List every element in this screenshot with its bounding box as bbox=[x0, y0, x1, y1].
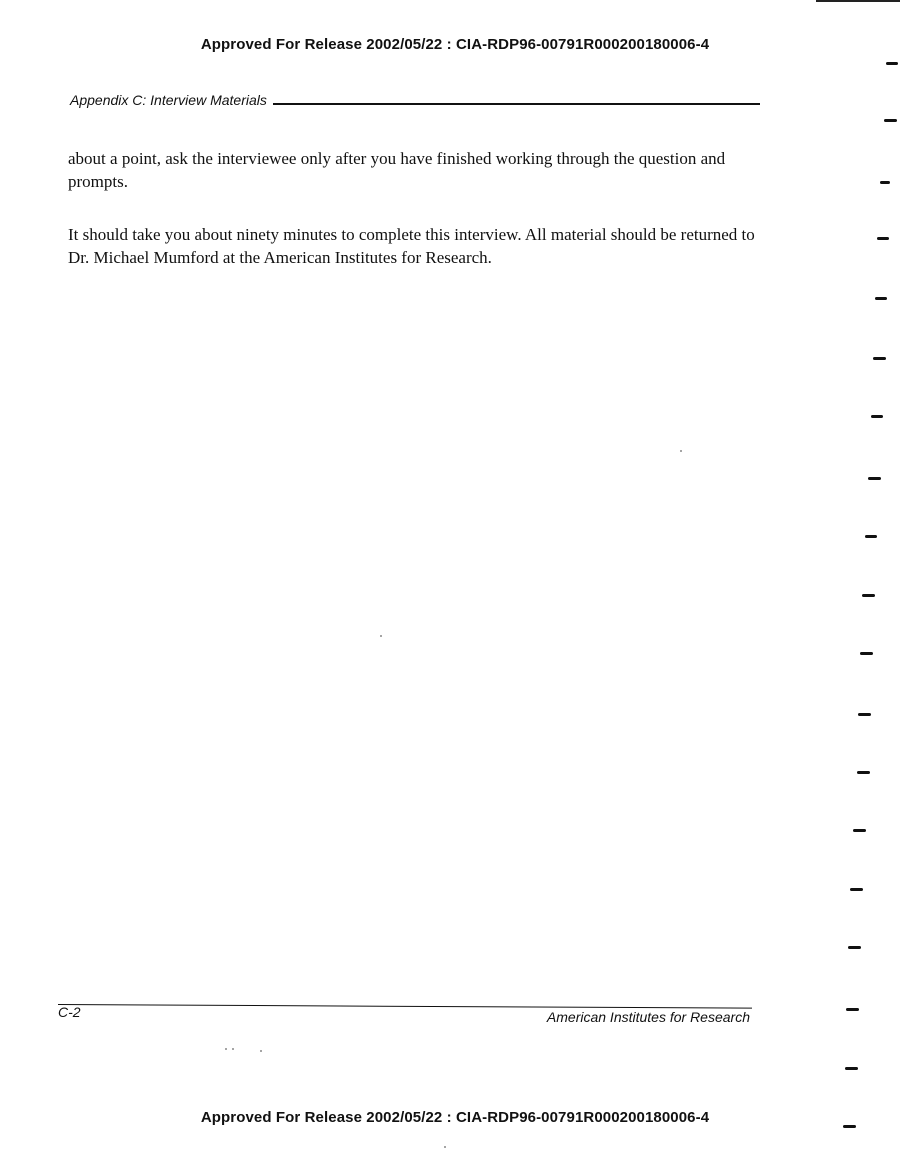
release-footer: Approved For Release 2002/05/22 : CIA-RDP96-00791R000200180006-4 bbox=[200, 1109, 710, 1126]
scan-speck bbox=[680, 450, 682, 452]
scan-margin-mark bbox=[873, 357, 886, 360]
footer-rule bbox=[58, 1004, 752, 1009]
section-title: Appendix C: Interview Materials bbox=[70, 92, 267, 108]
scan-speck bbox=[225, 1048, 227, 1050]
scan-margin-mark bbox=[846, 1008, 859, 1011]
scan-margin-mark bbox=[853, 829, 866, 832]
scan-margin-mark bbox=[860, 652, 873, 655]
section-header bbox=[70, 86, 760, 108]
page-number: C-2 bbox=[58, 1004, 81, 1020]
scan-margin-mark bbox=[845, 1067, 858, 1070]
scan-margin-mark bbox=[884, 119, 897, 122]
body-paragraph-1: about a point, ask the interviewee only after you have finished working through the question and prompts. bbox=[68, 149, 726, 191]
scan-margin-mark bbox=[886, 62, 898, 65]
scan-margin-mark bbox=[868, 477, 881, 480]
scan-speck bbox=[232, 1048, 234, 1050]
scan-edge-line bbox=[816, 0, 900, 2]
scan-margin-mark bbox=[865, 535, 877, 538]
scan-speck bbox=[380, 635, 382, 637]
scan-margin-mark bbox=[875, 297, 887, 300]
scan-margin-mark bbox=[880, 181, 890, 184]
scan-margin-mark bbox=[877, 237, 889, 240]
scan-speck bbox=[444, 1146, 446, 1148]
scan-margin-mark bbox=[871, 415, 883, 418]
scan-margin-mark bbox=[857, 771, 870, 774]
scan-margin-mark bbox=[862, 594, 875, 597]
scan-speck bbox=[260, 1050, 262, 1052]
header-rule bbox=[273, 103, 760, 105]
scan-margin-mark bbox=[848, 946, 861, 949]
scan-margin-mark bbox=[858, 713, 871, 716]
scan-margin-mark bbox=[850, 888, 863, 891]
release-header: Approved For Release 2002/05/22 : CIA-RDP96-00791R000200180006-4 bbox=[200, 36, 710, 53]
body-paragraph-2: It should take you about ninety minutes to complete this interview. All material should be returned to Dr. Michael Mumford at the American Institutes for Research. bbox=[68, 225, 755, 267]
scan-margin-mark bbox=[843, 1125, 856, 1128]
footer-organization: American Institutes for Research bbox=[546, 1009, 750, 1025]
